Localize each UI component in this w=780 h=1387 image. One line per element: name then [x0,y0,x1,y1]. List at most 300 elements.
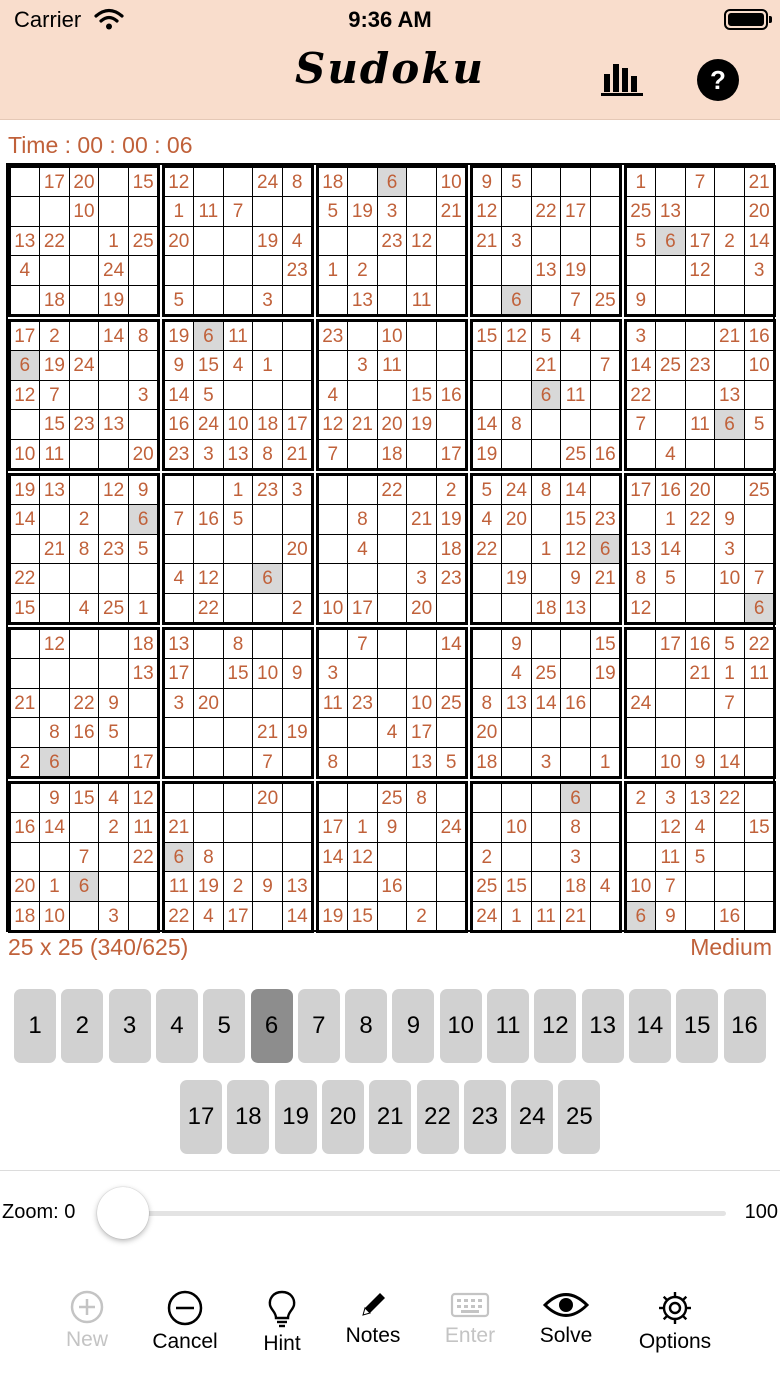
grid-cell[interactable]: 7 [318,439,349,470]
grid-cell[interactable]: 1 [98,226,129,257]
grid-cell[interactable]: 8 [406,783,437,814]
grid-cell[interactable] [501,783,532,814]
grid-cell[interactable]: 9 [501,629,532,660]
grid-cell[interactable] [472,563,503,594]
grid-cell[interactable]: 7 [714,688,745,719]
number-key-3[interactable]: 3 [109,989,151,1063]
grid-cell[interactable]: 22 [472,534,503,565]
grid-cell[interactable]: 22 [69,688,100,719]
grid-cell[interactable]: 10 [436,167,467,198]
grid-cell[interactable] [531,812,562,843]
grid-cell[interactable]: 11 [744,658,775,689]
grid-cell[interactable]: 10 [744,350,775,381]
grid-cell[interactable]: 2 [98,812,129,843]
grid-cell[interactable] [714,439,745,470]
grid-cell[interactable] [472,812,503,843]
grid-cell[interactable]: 16 [560,688,591,719]
grid-cell[interactable] [377,534,408,565]
grid-cell[interactable] [406,350,437,381]
grid-cell[interactable]: 19 [39,350,70,381]
grid-cell[interactable] [501,747,532,778]
grid-cell[interactable] [98,658,129,689]
grid-cell[interactable] [655,688,686,719]
grid-cell[interactable] [282,285,313,316]
grid-cell[interactable] [252,842,283,873]
grid-cell[interactable] [472,783,503,814]
grid-cell[interactable]: 14 [560,475,591,506]
grid-cell[interactable]: 23 [69,409,100,440]
grid-cell[interactable] [590,901,621,932]
grid-cell[interactable]: 12 [10,380,41,411]
grid-cell[interactable]: 3 [318,658,349,689]
grid-cell[interactable]: 11 [164,871,195,902]
grid-cell[interactable]: 1 [626,167,657,198]
grid-cell[interactable]: 5 [744,409,775,440]
number-key-11[interactable]: 11 [487,989,529,1063]
grid-cell[interactable] [590,688,621,719]
grid-cell[interactable]: 6 [164,842,195,873]
grid-cell[interactable] [69,321,100,352]
grid-cell[interactable] [69,439,100,470]
grid-cell[interactable] [744,871,775,902]
grid-cell[interactable]: 5 [714,629,745,660]
grid-cell[interactable]: 16 [744,321,775,352]
grid-cell[interactable]: 19 [193,871,224,902]
number-key-25[interactable]: 25 [558,1080,600,1154]
grid-cell[interactable] [436,409,467,440]
grid-cell[interactable] [501,534,532,565]
number-key-14[interactable]: 14 [629,989,671,1063]
grid-cell[interactable] [252,901,283,932]
grid-cell[interactable] [98,747,129,778]
grid-cell[interactable] [223,812,254,843]
grid-cell[interactable] [590,593,621,624]
number-key-12[interactable]: 12 [534,989,576,1063]
grid-cell[interactable] [626,255,657,286]
grid-cell[interactable] [590,475,621,506]
grid-cell[interactable] [377,504,408,535]
grid-cell[interactable]: 18 [531,593,562,624]
grid-cell[interactable] [744,783,775,814]
grid-cell[interactable]: 4 [590,871,621,902]
grid-cell[interactable]: 9 [714,504,745,535]
grid-cell[interactable]: 20 [377,409,408,440]
grid-cell[interactable] [436,255,467,286]
grid-cell[interactable] [282,563,313,594]
grid-cell[interactable] [193,717,224,748]
grid-cell[interactable]: 4 [655,439,686,470]
grid-cell[interactable]: 11 [560,380,591,411]
grid-cell[interactable]: 14 [655,534,686,565]
grid-cell[interactable]: 2 [282,593,313,624]
grid-cell[interactable] [193,534,224,565]
grid-cell[interactable]: 18 [436,534,467,565]
grid-cell[interactable]: 19 [560,255,591,286]
grid-cell[interactable] [744,842,775,873]
grid-cell[interactable] [69,747,100,778]
grid-cell[interactable]: 21 [714,321,745,352]
grid-cell[interactable]: 20 [406,593,437,624]
grid-cell[interactable] [98,439,129,470]
grid-cell[interactable]: 14 [318,842,349,873]
grid-cell[interactable] [223,747,254,778]
grid-cell[interactable] [128,350,159,381]
grid-cell[interactable] [39,688,70,719]
grid-cell[interactable] [531,563,562,594]
grid-cell[interactable]: 5 [223,504,254,535]
grid-cell[interactable]: 5 [164,285,195,316]
number-key-8[interactable]: 8 [345,989,387,1063]
grid-cell[interactable] [377,563,408,594]
grid-cell[interactable]: 17 [39,167,70,198]
grid-cell[interactable]: 17 [282,409,313,440]
grid-cell[interactable] [406,167,437,198]
grid-cell[interactable] [655,255,686,286]
grid-cell[interactable] [377,747,408,778]
grid-cell[interactable] [590,196,621,227]
grid-cell[interactable]: 8 [560,812,591,843]
grid-cell[interactable]: 11 [223,321,254,352]
grid-cell[interactable]: 6 [252,563,283,594]
grid-cell[interactable] [193,285,224,316]
grid-cell[interactable]: 1 [252,350,283,381]
number-key-1[interactable]: 1 [14,989,56,1063]
grid-cell[interactable]: 5 [655,563,686,594]
grid-cell[interactable]: 3 [714,534,745,565]
grid-cell[interactable] [69,255,100,286]
notes-button[interactable] [338,1290,408,1360]
grid-cell[interactable]: 4 [347,534,378,565]
grid-cell[interactable]: 6 [714,409,745,440]
grid-cell[interactable] [436,285,467,316]
grid-cell[interactable] [10,658,41,689]
grid-cell[interactable]: 13 [282,871,313,902]
number-key-16[interactable]: 16 [724,989,766,1063]
grid-cell[interactable] [318,475,349,506]
number-key-7[interactable]: 7 [298,989,340,1063]
grid-cell[interactable]: 2 [714,226,745,257]
grid-cell[interactable]: 8 [347,504,378,535]
grid-cell[interactable]: 1 [223,475,254,506]
grid-cell[interactable] [164,593,195,624]
grid-cell[interactable] [282,321,313,352]
grid-cell[interactable]: 1 [164,196,195,227]
help-icon[interactable]: ? [697,59,739,101]
grid-cell[interactable]: 2 [69,504,100,535]
grid-cell[interactable]: 18 [560,871,591,902]
grid-cell[interactable] [714,842,745,873]
grid-cell[interactable]: 24 [69,350,100,381]
grid-cell[interactable] [714,350,745,381]
grid-cell[interactable]: 25 [472,871,503,902]
grid-cell[interactable]: 10 [252,658,283,689]
grid-cell[interactable]: 6 [655,226,686,257]
grid-cell[interactable]: 6 [744,593,775,624]
grid-cell[interactable]: 18 [39,285,70,316]
grid-cell[interactable] [655,409,686,440]
grid-cell[interactable] [39,842,70,873]
grid-cell[interactable]: 21 [436,196,467,227]
grid-cell[interactable] [501,380,532,411]
grid-cell[interactable]: 19 [318,901,349,932]
grid-cell[interactable]: 20 [472,717,503,748]
grid-cell[interactable] [69,563,100,594]
grid-cell[interactable]: 1 [590,747,621,778]
grid-cell[interactable] [685,439,716,470]
grid-cell[interactable]: 16 [69,717,100,748]
grid-cell[interactable]: 18 [472,747,503,778]
grid-cell[interactable] [39,658,70,689]
grid-cell[interactable] [377,285,408,316]
grid-cell[interactable]: 12 [98,475,129,506]
grid-cell[interactable]: 22 [744,629,775,660]
grid-cell[interactable] [436,226,467,257]
grid-cell[interactable]: 9 [472,167,503,198]
grid-cell[interactable] [626,504,657,535]
grid-cell[interactable]: 12 [685,255,716,286]
grid-cell[interactable] [164,717,195,748]
grid-cell[interactable]: 17 [128,747,159,778]
grid-cell[interactable]: 16 [193,504,224,535]
grid-cell[interactable] [318,285,349,316]
grid-cell[interactable] [223,255,254,286]
grid-cell[interactable] [655,658,686,689]
grid-cell[interactable] [590,321,621,352]
grid-cell[interactable]: 7 [223,196,254,227]
grid-cell[interactable] [318,871,349,902]
grid-cell[interactable] [10,717,41,748]
grid-cell[interactable] [472,593,503,624]
grid-cell[interactable] [744,901,775,932]
grid-cell[interactable] [406,871,437,902]
grid-cell[interactable] [164,747,195,778]
grid-cell[interactable]: 7 [744,563,775,594]
grid-cell[interactable]: 13 [560,593,591,624]
grid-cell[interactable]: 23 [347,688,378,719]
grid-cell[interactable] [685,688,716,719]
grid-cell[interactable] [626,439,657,470]
grid-cell[interactable]: 10 [10,439,41,470]
grid-cell[interactable]: 20 [69,167,100,198]
grid-cell[interactable] [531,871,562,902]
grid-cell[interactable]: 16 [685,629,716,660]
grid-cell[interactable]: 5 [128,534,159,565]
grid-cell[interactable] [318,563,349,594]
number-key-6[interactable]: 6 [251,989,293,1063]
grid-cell[interactable] [744,380,775,411]
grid-cell[interactable] [655,167,686,198]
grid-cell[interactable] [626,629,657,660]
grid-cell[interactable] [282,196,313,227]
grid-cell[interactable]: 23 [685,350,716,381]
grid-cell[interactable]: 6 [39,747,70,778]
grid-cell[interactable]: 5 [318,196,349,227]
number-key-15[interactable]: 15 [676,989,718,1063]
grid-cell[interactable]: 9 [98,688,129,719]
grid-cell[interactable]: 1 [531,534,562,565]
grid-cell[interactable] [282,380,313,411]
grid-cell[interactable]: 19 [10,475,41,506]
grid-cell[interactable]: 23 [282,255,313,286]
number-key-19[interactable]: 19 [275,1080,317,1154]
grid-cell[interactable] [282,504,313,535]
grid-cell[interactable] [252,321,283,352]
grid-cell[interactable] [531,504,562,535]
grid-cell[interactable] [128,409,159,440]
grid-cell[interactable] [98,350,129,381]
grid-cell[interactable]: 15 [69,783,100,814]
grid-cell[interactable]: 6 [560,783,591,814]
grid-cell[interactable]: 23 [318,321,349,352]
grid-cell[interactable]: 4 [282,226,313,257]
grid-cell[interactable]: 24 [193,409,224,440]
grid-cell[interactable]: 5 [436,747,467,778]
grid-cell[interactable] [560,747,591,778]
grid-cell[interactable] [406,196,437,227]
grid-cell[interactable] [98,563,129,594]
grid-cell[interactable]: 3 [501,226,532,257]
grid-cell[interactable]: 22 [10,563,41,594]
grid-cell[interactable] [193,167,224,198]
grid-cell[interactable] [501,255,532,286]
grid-cell[interactable]: 19 [472,439,503,470]
grid-cell[interactable] [282,350,313,381]
grid-cell[interactable] [193,783,224,814]
grid-cell[interactable] [98,167,129,198]
grid-cell[interactable] [531,783,562,814]
grid-cell[interactable] [626,717,657,748]
grid-cell[interactable]: 3 [406,563,437,594]
grid-cell[interactable]: 12 [406,226,437,257]
grid-cell[interactable] [472,285,503,316]
grid-cell[interactable] [10,534,41,565]
grid-cell[interactable] [164,783,195,814]
grid-cell[interactable]: 7 [560,285,591,316]
grid-cell[interactable] [252,380,283,411]
grid-cell[interactable] [98,842,129,873]
grid-cell[interactable]: 21 [347,409,378,440]
grid-cell[interactable]: 10 [406,688,437,719]
grid-cell[interactable] [223,380,254,411]
grid-cell[interactable] [406,812,437,843]
grid-cell[interactable] [128,563,159,594]
grid-cell[interactable]: 2 [472,842,503,873]
grid-cell[interactable] [685,563,716,594]
grid-cell[interactable] [685,534,716,565]
grid-cell[interactable] [282,629,313,660]
grid-cell[interactable]: 15 [10,593,41,624]
grid-cell[interactable]: 23 [252,475,283,506]
grid-cell[interactable] [98,504,129,535]
grid-cell[interactable]: 21 [590,563,621,594]
grid-cell[interactable]: 12 [626,593,657,624]
grid-cell[interactable] [69,901,100,932]
grid-cell[interactable] [10,629,41,660]
grid-cell[interactable]: 23 [164,439,195,470]
grid-cell[interactable] [318,226,349,257]
grid-cell[interactable]: 25 [560,439,591,470]
grid-cell[interactable] [744,439,775,470]
grid-cell[interactable] [164,475,195,506]
grid-cell[interactable]: 24 [472,901,503,932]
grid-cell[interactable]: 15 [39,409,70,440]
grid-cell[interactable] [347,475,378,506]
grid-cell[interactable] [282,688,313,719]
grid-cell[interactable]: 20 [282,534,313,565]
sudoku-grid[interactable] [6,163,775,932]
grid-cell[interactable] [436,658,467,689]
grid-cell[interactable] [39,196,70,227]
grid-cell[interactable]: 5 [685,842,716,873]
grid-cell[interactable]: 5 [193,380,224,411]
grid-cell[interactable] [560,226,591,257]
grid-cell[interactable]: 10 [39,901,70,932]
grid-cell[interactable]: 13 [98,409,129,440]
grid-cell[interactable] [128,285,159,316]
grid-cell[interactable] [714,593,745,624]
grid-cell[interactable]: 25 [128,226,159,257]
grid-cell[interactable] [436,717,467,748]
grid-cell[interactable]: 3 [193,439,224,470]
grid-cell[interactable]: 15 [347,901,378,932]
grid-cell[interactable]: 12 [472,196,503,227]
grid-cell[interactable]: 3 [164,688,195,719]
grid-cell[interactable] [714,871,745,902]
grid-cell[interactable] [531,285,562,316]
grid-cell[interactable] [193,475,224,506]
grid-cell[interactable]: 21 [10,688,41,719]
grid-cell[interactable] [282,747,313,778]
grid-cell[interactable]: 16 [655,475,686,506]
grid-cell[interactable] [472,350,503,381]
grid-cell[interactable] [436,871,467,902]
grid-cell[interactable] [98,871,129,902]
grid-cell[interactable] [531,717,562,748]
grid-cell[interactable]: 11 [531,901,562,932]
grid-cell[interactable]: 21 [282,439,313,470]
grid-cell[interactable] [655,380,686,411]
grid-cell[interactable]: 17 [655,629,686,660]
grid-cell[interactable] [436,593,467,624]
grid-cell[interactable]: 8 [501,409,532,440]
grid-cell[interactable] [744,688,775,719]
grid-cell[interactable] [377,255,408,286]
grid-cell[interactable] [318,783,349,814]
grid-cell[interactable]: 10 [318,593,349,624]
grid-cell[interactable]: 14 [472,409,503,440]
grid-cell[interactable]: 10 [69,196,100,227]
number-key-17[interactable]: 17 [180,1080,222,1154]
grid-cell[interactable]: 3 [98,901,129,932]
grid-cell[interactable]: 25 [744,475,775,506]
grid-cell[interactable]: 13 [223,439,254,470]
grid-cell[interactable]: 19 [436,504,467,535]
grid-cell[interactable] [193,812,224,843]
grid-cell[interactable] [377,380,408,411]
grid-cell[interactable]: 14 [714,747,745,778]
grid-cell[interactable]: 12 [39,629,70,660]
grid-cell[interactable]: 9 [655,901,686,932]
grid-cell[interactable]: 24 [98,255,129,286]
grid-cell[interactable] [69,658,100,689]
grid-cell[interactable]: 19 [98,285,129,316]
grid-cell[interactable]: 14 [164,380,195,411]
grid-cell[interactable] [223,842,254,873]
grid-cell[interactable]: 17 [685,226,716,257]
number-key-13[interactable]: 13 [582,989,624,1063]
grid-cell[interactable]: 10 [655,747,686,778]
grid-cell[interactable] [377,658,408,689]
